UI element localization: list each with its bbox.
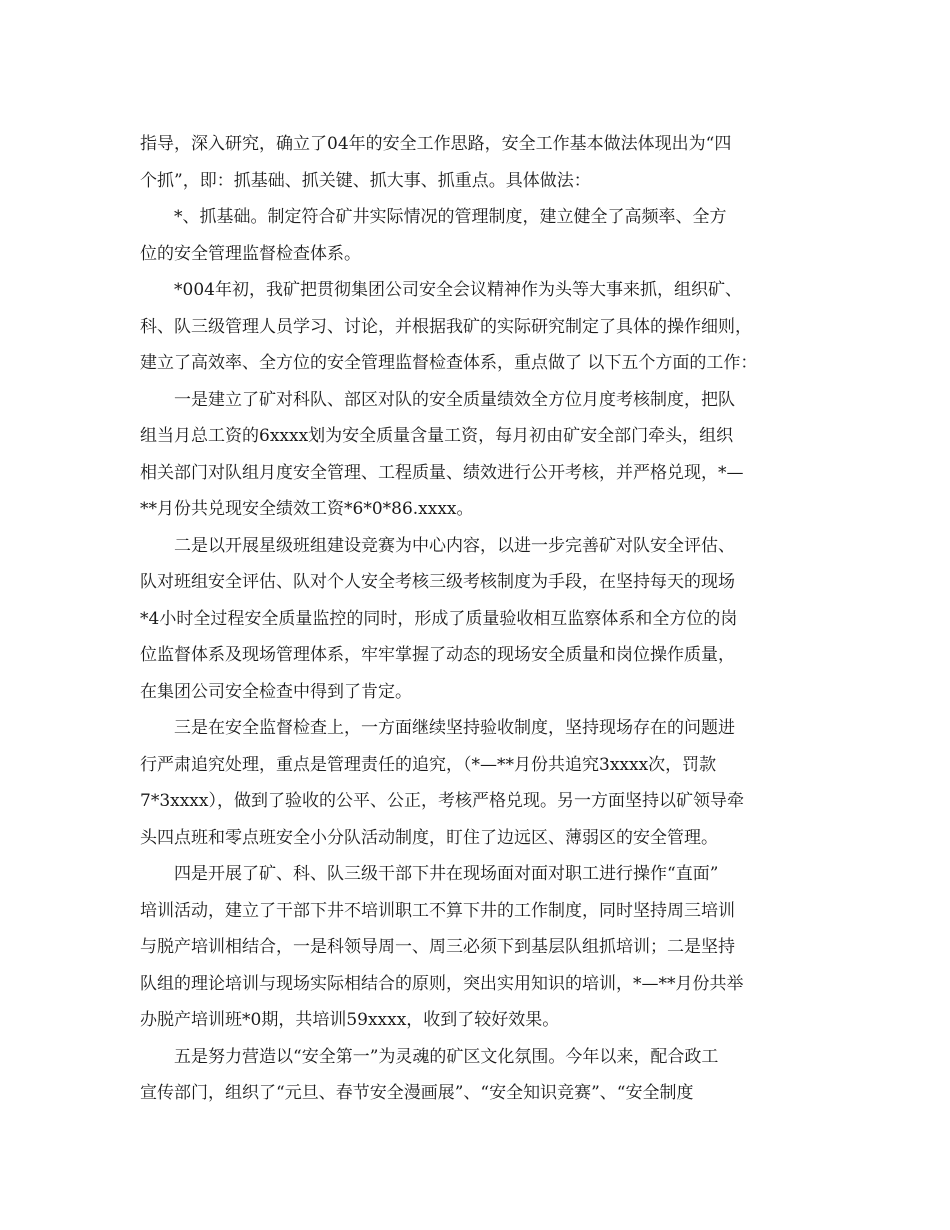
text-line: 个抓”，即：抓基础、抓关键、抓大事、抓重点。具体做法： (140, 170, 591, 191)
text-line: 队组的理论培训与现场实际相结合的原则，突出实用知识的培训，*—**月份共举 (140, 973, 744, 994)
document-body (140, 126, 810, 1112)
text-line: 一是建立了矿对科队、部区对队的安全质量绩效全方位月度考核制度，把队 (174, 389, 735, 410)
text-line: *4小时全过程安全质量监控的同时，形成了质量验收相互监察体系和全方位的岗 (140, 608, 738, 629)
text-line: 相关部门对队组月度安全管理、工程质量、绩效进行公开考核，并严格兑现，*— (140, 462, 744, 483)
text-line: 建立了高效率、全方位的安全管理监督检查体系，重点做了 以下五个方面的工作： (140, 353, 758, 373)
text-line: 五是努力营造以“安全第一”为灵魂的矿区文化氛围。今年以来，配合政工 (174, 1046, 719, 1067)
text-line: 培训活动，建立了干部下井不培训职工不算下井的工作制度，同时坚持周三培训 (140, 900, 735, 921)
text-line: 三是在安全监督检查上，一方面继续坚持验收制度，坚持现场存在的问题进 (174, 718, 735, 738)
text-line: *、抓基础。制定符合矿井实际情况的管理制度，建立健全了高频率、全方 (174, 207, 727, 227)
text-line: 位的安全管理监督检查体系。 (140, 243, 361, 264)
text-line: 科、队三级管理人员学习、讨论，并根据我矿的实际研究制定了具体的操作细则， (140, 316, 752, 337)
text-line: 四是开展了矿、科、队三级干部下井在现场面对面对职工进行操作“直面” (174, 864, 719, 884)
text-line: 在集团公司安全检查中得到了肯定。 (140, 681, 412, 702)
text-line: 位监督体系及现场管理体系，牢牢掌握了动态的现场安全质量和岗位操作质量， (140, 645, 735, 665)
text-line: 与脱产培训相结合，一是科领导周一、周三必须下到基层队组抓培训；二是坚持 (140, 937, 735, 957)
text-line: 指导，深入研究，确立了04年的安全工作思路，安全工作基本做法体现出为“四 (140, 134, 732, 154)
text-line: *004年初，我矿把贯彻集团公司安全会议精神作为头等大事来抓，组织矿、 (174, 280, 742, 300)
text-line: 办脱产培训班*0期，共培训59xxxx，收到了较好效果。 (140, 1010, 560, 1030)
text-line: 7*3xxxx），做到了验收的公平、公正，考核严格兑现。另一方面坚持以矿领导牵 (140, 791, 744, 811)
text-line: 头四点班和零点班安全小分队活动制度，盯住了边远区、薄弱区的安全管理。 (140, 827, 718, 848)
text-line: 宣传部门，组织了“元旦、春节安全漫画展”、“安全知识竞赛”、“安全制度 (140, 1083, 694, 1103)
text-line: **月份共兑现安全绩效工资*6*0*86.xxxx。 (140, 499, 474, 519)
text-line: 行严肃追究处理，重点是管理责任的追究，（*—**月份共追究3xxxx次，罚款 (140, 754, 717, 775)
text-line: 组当月总工资的6xxxx划为安全质量含量工资，每月初由矿安全部门牵头，组织 (140, 426, 734, 446)
text-line: 队对班组安全评估、队对个人安全考核三级考核制度为手段，在坚持每天的现场 (140, 572, 735, 592)
text-line: 二是以开展星级班组建设竞赛为中心内容，以进一步完善矿对队安全评估、 (174, 535, 735, 556)
